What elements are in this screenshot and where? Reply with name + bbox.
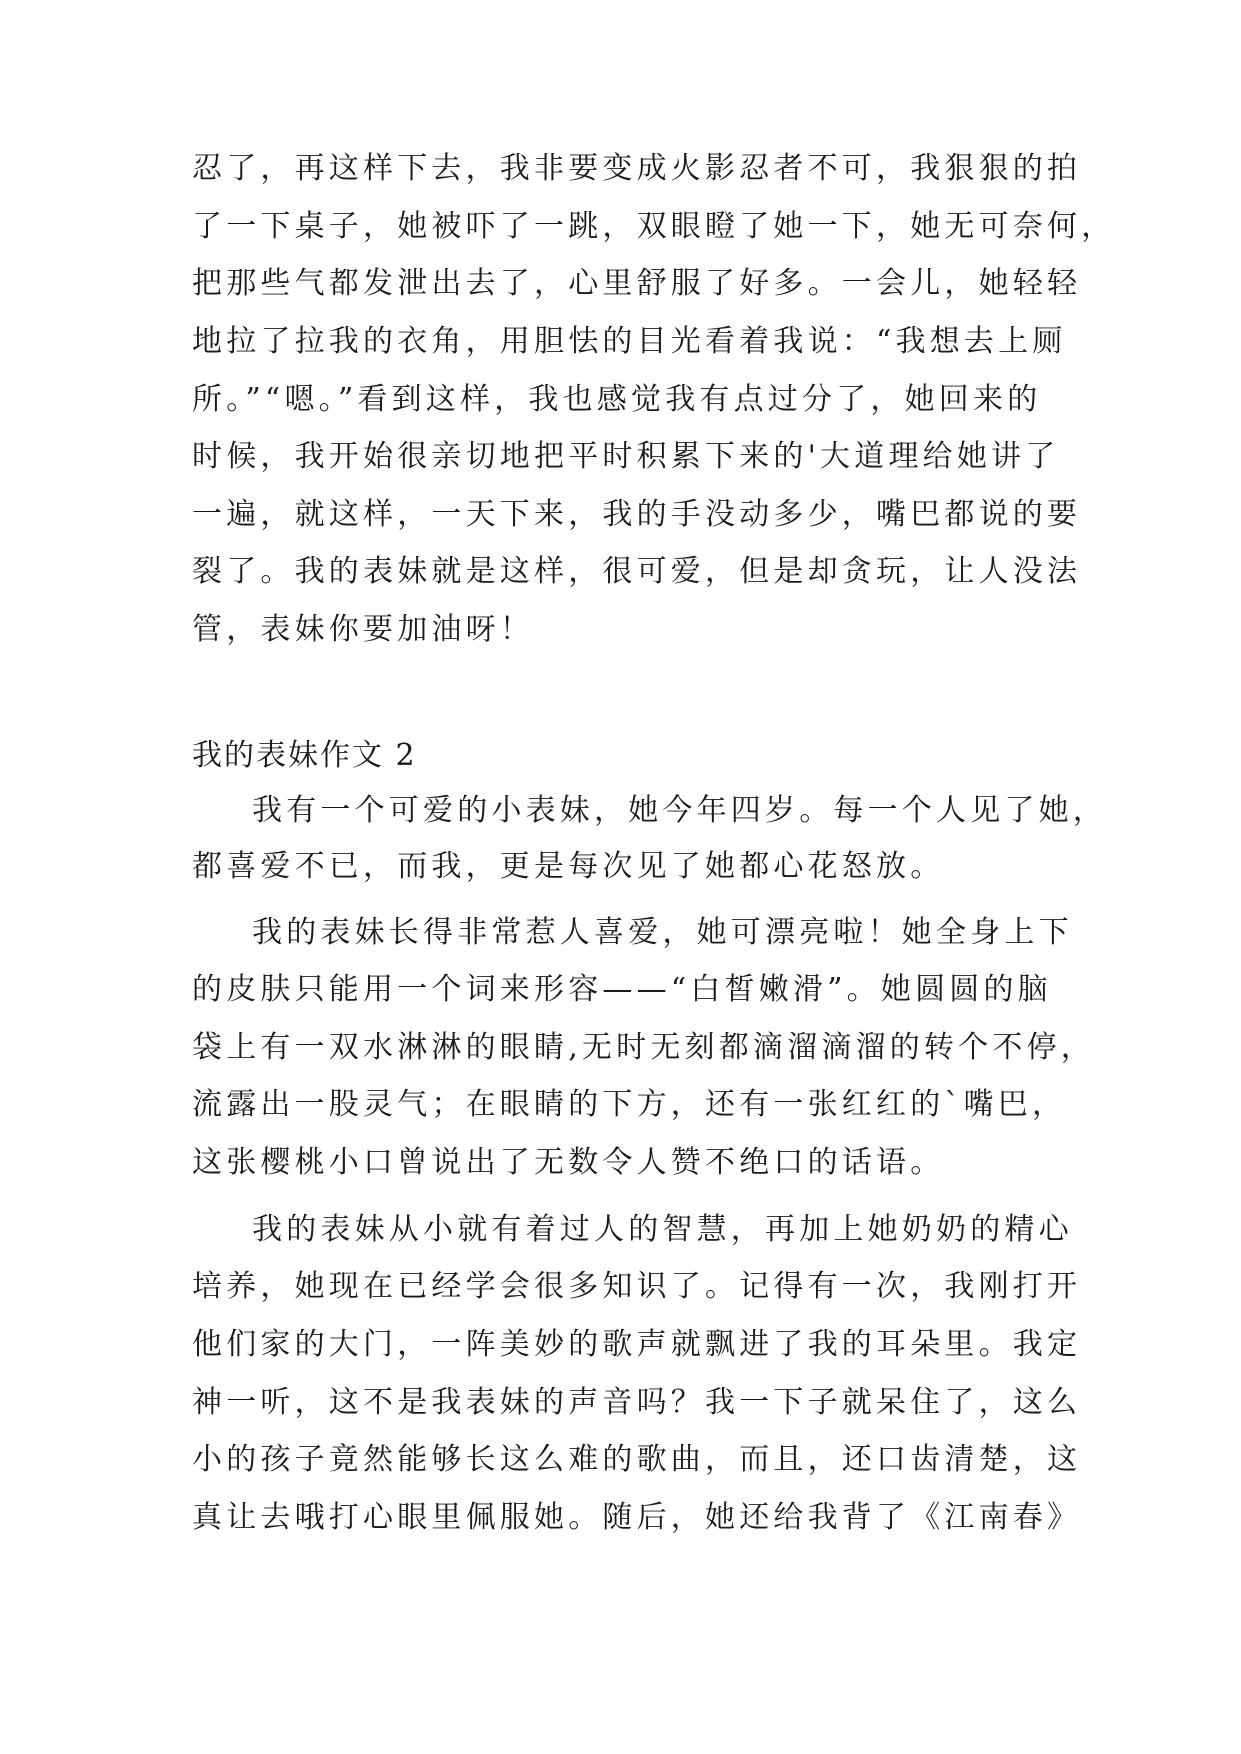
text-line: 真让去哦打心眼里佩服她。随后，她还给我背了《江南春》 bbox=[192, 1500, 1082, 1535]
text-line: 他们家的大门，一阵美妙的歌声就飘进了我的耳朵里。我定 bbox=[192, 1327, 1082, 1362]
text-line: 的皮肤只能用一个词来形容——“白皙嫩滑”。她圆圆的脑 bbox=[192, 972, 1052, 1007]
text-line: 我的表妹从小就有着过人的智慧，再加上她奶奶的精心 bbox=[252, 1212, 1073, 1247]
text-line: 流露出一股灵气；在眼睛的下方，还有一张红红的`嘴巴， bbox=[192, 1087, 1067, 1122]
text-line: 地拉了拉我的衣角，用胆怯的目光看着我说：“我想去上厕 bbox=[192, 324, 1067, 359]
section-title: 我的表妹作文 2 bbox=[192, 738, 417, 773]
text-line: 了一下桌子，她被吓了一跳，双眼瞪了她一下，她无可奈何， bbox=[192, 209, 1116, 244]
text-line: 袋上有一双水淋淋的眼睛,无时无刻都滴溜滴溜的转个不停， bbox=[192, 1030, 1095, 1065]
text-line: 培养，她现在已经学会很多知识了。记得有一次，我刚打开 bbox=[192, 1269, 1082, 1304]
text-line: 时候，我开始很亲切地把平时积累下来的'大道理给她讲了 bbox=[192, 439, 1060, 474]
text-line: 小的孩子竟然能够长这么难的歌曲，而且，还口齿清楚，这 bbox=[192, 1442, 1082, 1477]
text-line: 裂了。我的表妹就是这样，很可爱，但是却贪玩，让人没法 bbox=[192, 554, 1082, 589]
text-line: 都喜爱不已，而我，更是每次见了她都心花怒放。 bbox=[192, 849, 945, 884]
text-line: 一遍，就这样，一天下来，我的手没动多少，嘴巴都说的要 bbox=[192, 497, 1082, 532]
text-line: 这张樱桃小口曾说出了无数令人赞不绝口的话语。 bbox=[192, 1145, 945, 1180]
text-line: 我有一个可爱的小表妹，她今年四岁。每一个人见了她， bbox=[252, 793, 1107, 828]
text-line: 管，表妹你要加油呀！ bbox=[192, 612, 534, 647]
text-line: 所。”“嗯。”看到这样，我也感觉我有点过分了，她回来的 bbox=[192, 382, 1042, 417]
text-line: 神一听，这不是我表妹的声音吗？我一下子就呆住了，这么 bbox=[192, 1385, 1082, 1420]
text-line: 把那些气都发泄出去了，心里舒服了好多。一会儿，她轻轻 bbox=[192, 266, 1082, 301]
text-line: 我的表妹长得非常惹人喜爱，她可漂亮啦！她全身上下 bbox=[252, 915, 1073, 950]
text-line: 忍了，再这样下去，我非要变成火影忍者不可，我狠狠的拍 bbox=[192, 151, 1082, 186]
